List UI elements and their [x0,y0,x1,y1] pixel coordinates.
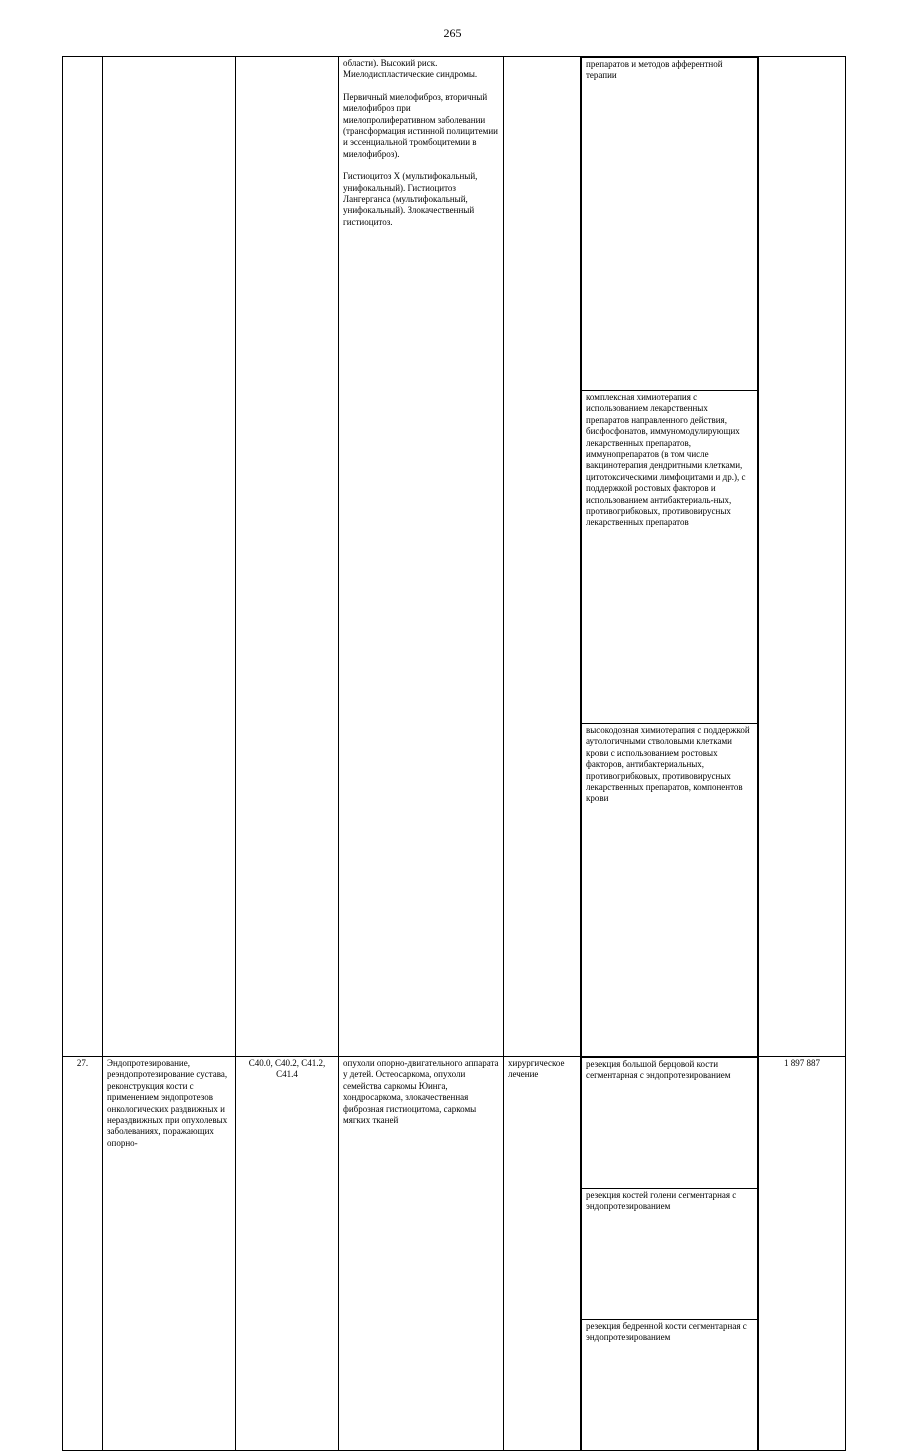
cell-diagnosis [339,57,504,1057]
cell-treatment-type-empty [504,57,581,1057]
treatment-method: резекция большой берцовой кости сегментарная с эндопротезированием [582,1058,758,1189]
diagnosis-paragraph: области). Высокий риск. Миелодиспластические синдромы. [343,58,478,80]
treatment-method: резекция костей голени сегментарная с эндопротезированием [582,1189,758,1320]
table-row-27 [63,1057,846,1451]
list-item [582,1320,758,1451]
cell-treatment-methods [581,57,759,1057]
diagnosis-paragraph: Гистиоцитоз X (мультифокальный, унифокальный). Гистиоцитоз Лангерганса (мультифокальный, унифокальный). Злокачественный гистиоцитоз. [343,171,478,227]
list-item [582,1058,758,1189]
cell-treatment-type: хирургическое лечение [504,1057,581,1451]
cell-number: 27. [63,1057,103,1451]
diagnosis-paragraph: Первичный миелофиброз, вторичный миелофиброз при миелопролиферативном заболевании (трансформация истинной полицитемии и эссенциальной тромбоцитемии в миелофиброз). [343,91,498,159]
cell-icd-empty [236,57,339,1057]
cell-cost-empty [759,57,846,1057]
cell-number-empty [63,57,103,1057]
cell-cost: 1 897 887 [759,1057,846,1451]
list-item [582,391,758,724]
treatment-methods-list [581,1057,758,1450]
medical-care-table [62,56,846,1451]
treatment-methods-list [581,57,758,1056]
list-item [582,1189,758,1320]
list-item [582,724,758,1057]
treatment-method: высокодозная химиотерапия с поддержкой аутологичными стволовыми клетками крови с использованием ростовых факторов, антибактериальных, противогрибковых, противовирусных лекарственных препаратов, компонентов крови [582,724,758,1057]
treatment-method: комплексная химиотерапия с использованием лекарственных препаратов направленного действия, бисфосфонатов, иммуномодулирующих лекарственных препаратов, иммунопрепаратов (в том числе вакцинотерапия дендритными клетками, цитотоксическими лимфоцитами и др.), с поддержкой ростовых факторов и использованием антибактериаль-ных, противогрибковых, противовирусных лекарственных препаратов [582,391,758,724]
cell-care-type: Эндопротезирование, реэндопротезирование сустава, реконструкция кости с применением эндопротезов онкологических раздвижных и нераздвижных при опухолевых заболеваниях, поражающих опорно- [103,1057,236,1451]
page-number: 265 [443,26,462,40]
treatment-method: препаратов и методов афферентной терапии [582,58,758,391]
table-row-continuation [63,57,846,1057]
cell-treatment-methods [581,1057,759,1451]
cell-diagnosis: опухоли опорно-двигательного аппарата у детей. Остеосаркома, опухоли семейства саркомы Юинга, хондросаркома, злокачественная фиброзная гистиоцитома, саркомы мягких тканей [339,1057,504,1451]
cell-icd-codes: C40.0, C40.2, C41.2, C41.4 [236,1057,339,1451]
list-item [582,58,758,391]
cell-care-type-empty [103,57,236,1057]
treatment-method: резекция бедренной кости сегментарная с эндопротезированием [582,1320,758,1451]
